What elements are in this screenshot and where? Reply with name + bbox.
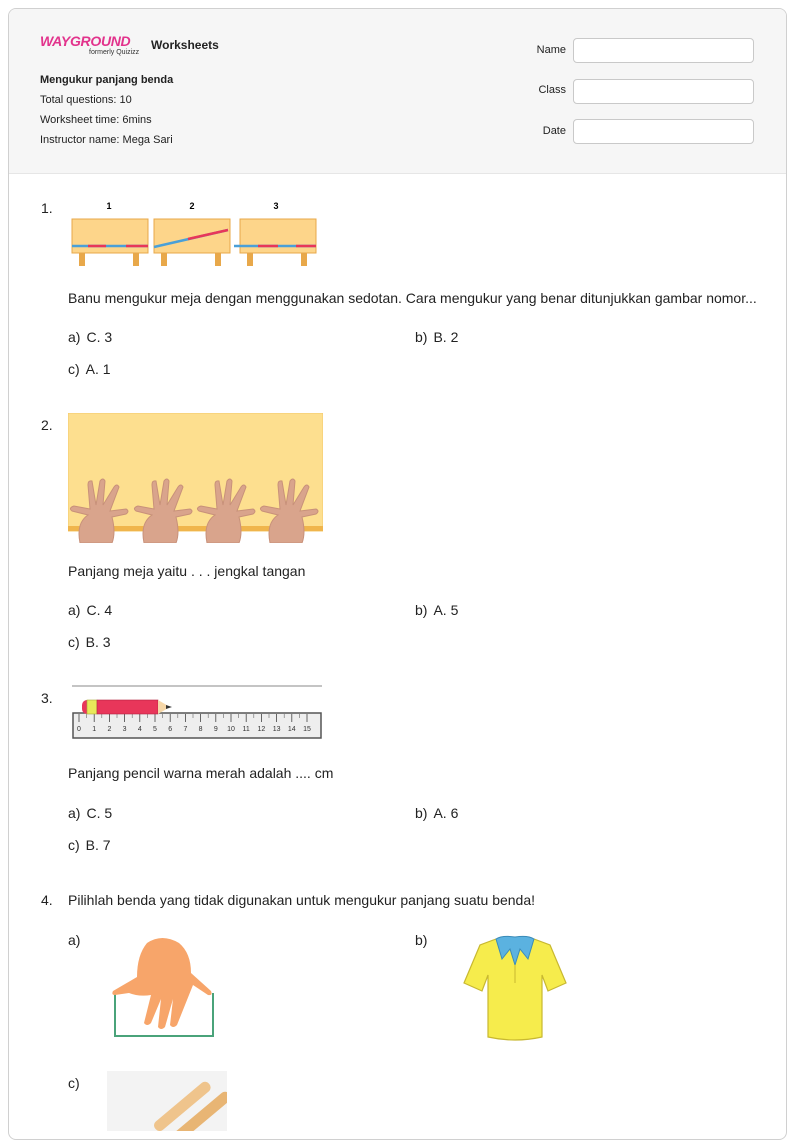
date-label: Date xyxy=(542,125,566,137)
answer-option[interactable]: a) C. 5 xyxy=(68,805,113,821)
image-label: 3 xyxy=(273,201,279,211)
worksheet-page xyxy=(8,8,787,1140)
class-field[interactable] xyxy=(573,79,754,104)
ruler-tick-label: 15 xyxy=(303,726,311,733)
question-number: 3. xyxy=(41,690,53,706)
question-number: 2. xyxy=(41,417,53,433)
worksheet-title: Mengukur panjang benda xyxy=(40,74,174,86)
answer-option[interactable]: c) B. 7 xyxy=(68,837,111,853)
class-label: Class xyxy=(538,84,566,96)
instructor-name: Instructor name: Mega Sari xyxy=(40,134,173,146)
pencil-ruler-image xyxy=(68,683,324,741)
ruler-tick-label: 5 xyxy=(153,726,157,733)
hand-span-icon[interactable] xyxy=(107,933,217,1039)
answer-option[interactable]: a) C. 4 xyxy=(68,602,113,618)
ruler-tick-label: 6 xyxy=(168,726,173,733)
ruler-tick-label: 3 xyxy=(122,726,127,733)
answer-option[interactable]: a) xyxy=(68,932,81,948)
ruler-tick-label: 11 xyxy=(242,726,250,733)
popsicle-sticks-icon[interactable] xyxy=(107,1071,227,1131)
question-number: 1. xyxy=(41,200,53,216)
answer-option[interactable]: b) B. 2 xyxy=(415,329,459,345)
ruler-tick-label: 10 xyxy=(227,726,235,733)
answer-option[interactable]: c) xyxy=(68,1075,80,1091)
answer-option[interactable]: b) xyxy=(415,932,428,948)
answer-option[interactable]: c) B. 3 xyxy=(68,634,111,650)
hand-span-table-image xyxy=(68,413,323,543)
ruler-tick-label: 1 xyxy=(92,726,97,733)
answer-option[interactable]: b) A. 6 xyxy=(415,805,459,821)
ruler-tick-label: 2 xyxy=(107,726,112,733)
ruler-tick-label: 8 xyxy=(198,726,203,733)
image-label: 1 xyxy=(106,201,112,211)
question-text: Banu mengukur meja dengan menggunakan sedotan. Cara mengukur yang benar ditunjukkan gambar nomor... xyxy=(68,290,757,306)
total-questions: Total questions: 10 xyxy=(40,94,132,106)
logo-subtitle: formerly Quizizz xyxy=(89,49,140,56)
table-measuring-image xyxy=(68,197,324,269)
date-field[interactable] xyxy=(573,119,754,144)
product-title: Worksheets xyxy=(151,38,219,52)
answer-option[interactable]: c) A. 1 xyxy=(68,361,111,377)
ruler-tick-label: 4 xyxy=(137,726,142,733)
image-label: 2 xyxy=(189,201,195,211)
ruler-tick-label: 9 xyxy=(213,726,218,733)
answer-option[interactable]: a) C. 3 xyxy=(68,329,113,345)
answer-option[interactable]: b) A. 5 xyxy=(415,602,459,618)
ruler-tick-label: 7 xyxy=(183,726,188,733)
question-text: Panjang pencil warna merah adalah .... cm xyxy=(68,765,334,781)
logo-wordmark: WAYGROUND xyxy=(40,33,131,49)
shirt-icon[interactable] xyxy=(462,933,568,1043)
ruler-tick-label: 12 xyxy=(257,726,266,733)
worksheet-header xyxy=(9,9,786,174)
question-text: Panjang meja yaitu . . . jengkal tangan xyxy=(68,563,306,579)
pencil-icon xyxy=(82,700,172,714)
ruler-tick-label: 13 xyxy=(272,726,281,733)
question-text: Pilihlah benda yang tidak digunakan untuk mengukur panjang suatu benda! xyxy=(68,892,536,908)
ruler-tick-label: 14 xyxy=(287,726,296,733)
name-label: Name xyxy=(536,44,566,56)
brand-logo xyxy=(40,33,140,56)
question-number: 4. xyxy=(41,892,53,908)
worksheet-time: Worksheet time: 6mins xyxy=(40,114,152,126)
name-field[interactable] xyxy=(573,38,754,63)
ruler-tick-label: 0 xyxy=(77,726,81,733)
